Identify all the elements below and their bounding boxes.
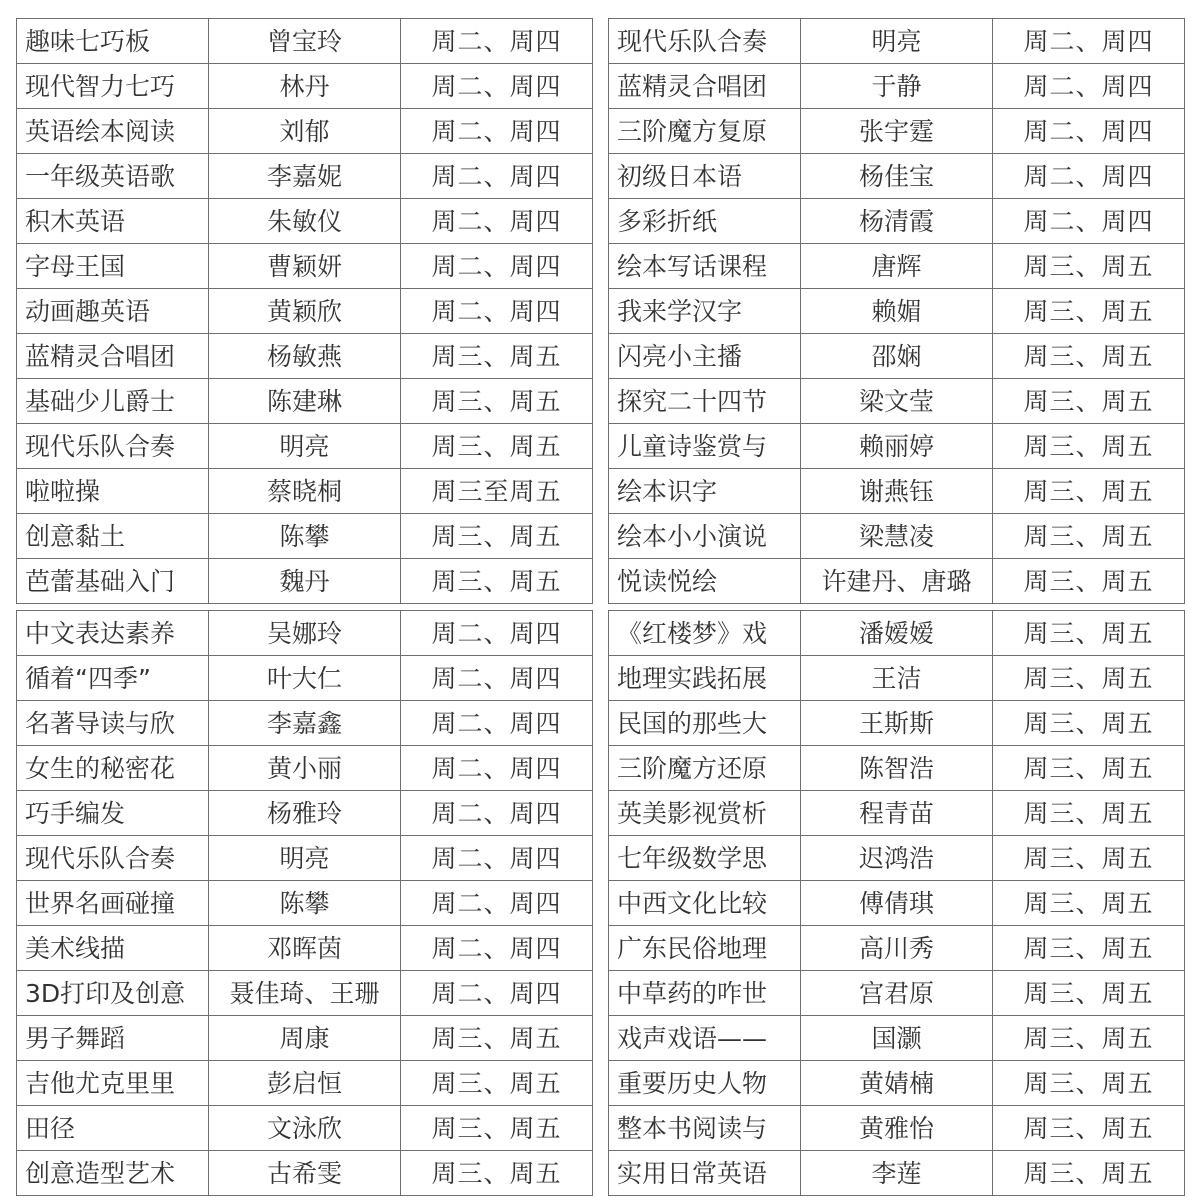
teacher-name-cell: 魏丹 — [209, 559, 401, 604]
teacher-name-cell: 朱敏仪 — [209, 199, 401, 244]
table-row — [17, 881, 593, 926]
course-name-cell: 现代智力七巧 — [17, 64, 209, 109]
schedule-days-cell: 周三、周五 — [993, 1016, 1185, 1061]
course-name-cell: 名著导读与欣 — [17, 701, 209, 746]
course-table-body — [17, 611, 593, 1196]
schedule-days-cell: 周三、周五 — [993, 971, 1185, 1016]
course-name-cell: 悦读悦绘 — [609, 559, 801, 604]
teacher-name-cell: 梁文莹 — [801, 379, 993, 424]
table-row — [609, 836, 1185, 881]
schedule-days-cell: 周二、周四 — [401, 836, 593, 881]
table-row — [17, 334, 593, 379]
teacher-name-cell: 王斯斯 — [801, 701, 993, 746]
course-name-cell: 啦啦操 — [17, 469, 209, 514]
schedule-days-cell: 周二、周四 — [401, 289, 593, 334]
teacher-name-cell: 陈攀 — [209, 514, 401, 559]
schedule-days-cell: 周三、周五 — [993, 656, 1185, 701]
teacher-name-cell: 聂佳琦、王珊 — [209, 971, 401, 1016]
course-name-cell: 整本书阅读与 — [609, 1106, 801, 1151]
teacher-name-cell: 潘嫒嫒 — [801, 611, 993, 656]
teacher-name-cell: 杨敏燕 — [209, 334, 401, 379]
course-name-cell: 创意黏土 — [17, 514, 209, 559]
course-name-cell: 美术线描 — [17, 926, 209, 971]
course-name-cell: 吉他尤克里里 — [17, 1061, 209, 1106]
schedule-days-cell: 周三、周五 — [401, 334, 593, 379]
teacher-name-cell: 李嘉鑫 — [209, 701, 401, 746]
schedule-days-cell: 周二、周四 — [401, 154, 593, 199]
course-name-cell: 蓝精灵合唱团 — [17, 334, 209, 379]
schedule-days-cell: 周三、周五 — [993, 1061, 1185, 1106]
table-row — [609, 926, 1185, 971]
table-row — [609, 244, 1185, 289]
teacher-name-cell: 国灏 — [801, 1016, 993, 1061]
table-row — [609, 611, 1185, 656]
schedule-days-cell: 周二、周四 — [401, 971, 593, 1016]
course-table-bottom-right — [608, 610, 1185, 1196]
schedule-days-cell: 周三、周五 — [993, 514, 1185, 559]
table-row — [609, 971, 1185, 1016]
course-name-cell: 基础少儿爵士 — [17, 379, 209, 424]
schedule-days-cell: 周三、周五 — [993, 559, 1185, 604]
table-row — [17, 1151, 593, 1196]
teacher-name-cell: 杨清霞 — [801, 199, 993, 244]
teacher-name-cell: 叶大仁 — [209, 656, 401, 701]
schedule-days-cell: 周二、周四 — [993, 154, 1185, 199]
course-table-body — [609, 19, 1185, 604]
table-row — [609, 791, 1185, 836]
table-row — [17, 746, 593, 791]
course-name-cell: 重要历史人物 — [609, 1061, 801, 1106]
schedule-days-cell: 周三、周五 — [993, 926, 1185, 971]
table-row — [609, 656, 1185, 701]
course-name-cell: 一年级英语歌 — [17, 154, 209, 199]
schedule-days-cell: 周三、周五 — [993, 701, 1185, 746]
table-row — [609, 334, 1185, 379]
course-name-cell: 趣味七巧板 — [17, 19, 209, 64]
schedule-days-cell: 周三、周五 — [993, 881, 1185, 926]
schedule-days-cell: 周二、周四 — [401, 611, 593, 656]
course-name-cell: 积木英语 — [17, 199, 209, 244]
schedule-days-cell: 周三、周五 — [993, 836, 1185, 881]
table-row — [609, 379, 1185, 424]
course-name-cell: 现代乐队合奏 — [609, 19, 801, 64]
schedule-days-cell: 周三、周五 — [401, 1106, 593, 1151]
table-row — [609, 1061, 1185, 1106]
course-name-cell: 儿童诗鉴赏与 — [609, 424, 801, 469]
schedule-days-cell: 周三、周五 — [993, 1106, 1185, 1151]
table-row — [17, 154, 593, 199]
course-name-cell: 中草药的咋世 — [609, 971, 801, 1016]
course-name-cell: 创意造型艺术 — [17, 1151, 209, 1196]
schedule-days-cell: 周三、周五 — [993, 379, 1185, 424]
course-name-cell: 地理实践拓展 — [609, 656, 801, 701]
course-name-cell: 蓝精灵合唱团 — [609, 64, 801, 109]
teacher-name-cell: 蔡晓桐 — [209, 469, 401, 514]
table-row — [17, 701, 593, 746]
course-name-cell: 巧手编发 — [17, 791, 209, 836]
table-row — [609, 424, 1185, 469]
course-name-cell: 字母王国 — [17, 244, 209, 289]
course-name-cell: 三阶魔方复原 — [609, 109, 801, 154]
schedule-days-cell: 周三、周五 — [401, 379, 593, 424]
table-row — [17, 1106, 593, 1151]
teacher-name-cell: 陈智浩 — [801, 746, 993, 791]
schedule-days-cell: 周三、周五 — [993, 289, 1185, 334]
teacher-name-cell: 黄婧楠 — [801, 1061, 993, 1106]
teacher-name-cell: 明亮 — [801, 19, 993, 64]
table-row — [17, 559, 593, 604]
table-row — [609, 514, 1185, 559]
table-row — [17, 379, 593, 424]
table-row — [17, 424, 593, 469]
schedule-days-cell: 周三至周五 — [401, 469, 593, 514]
schedule-days-cell: 周二、周四 — [993, 64, 1185, 109]
schedule-days-cell: 周三、周五 — [401, 1151, 593, 1196]
table-row — [17, 469, 593, 514]
teacher-name-cell: 谢燕钰 — [801, 469, 993, 514]
course-name-cell: 英美影视赏析 — [609, 791, 801, 836]
course-name-cell: 探究二十四节 — [609, 379, 801, 424]
table-row — [17, 836, 593, 881]
schedule-days-cell: 周二、周四 — [401, 199, 593, 244]
course-name-cell: 现代乐队合奏 — [17, 836, 209, 881]
table-row — [609, 881, 1185, 926]
teacher-name-cell: 宫君原 — [801, 971, 993, 1016]
teacher-name-cell: 傅倩琪 — [801, 881, 993, 926]
schedule-days-cell: 周二、周四 — [401, 926, 593, 971]
course-name-cell: 3D打印及创意 — [17, 971, 209, 1016]
table-row — [609, 746, 1185, 791]
course-name-cell: 动画趣英语 — [17, 289, 209, 334]
table-row — [609, 109, 1185, 154]
table-row — [609, 289, 1185, 334]
course-name-cell: 初级日本语 — [609, 154, 801, 199]
schedule-days-cell: 周二、周四 — [401, 244, 593, 289]
teacher-name-cell: 林丹 — [209, 64, 401, 109]
course-name-cell: 闪亮小主播 — [609, 334, 801, 379]
teacher-name-cell: 杨佳宝 — [801, 154, 993, 199]
teacher-name-cell: 黄小丽 — [209, 746, 401, 791]
teacher-name-cell: 黄雅怡 — [801, 1106, 993, 1151]
schedule-days-cell: 周三、周五 — [993, 1151, 1185, 1196]
teacher-name-cell: 李嘉妮 — [209, 154, 401, 199]
table-row — [17, 791, 593, 836]
schedule-days-cell: 周三、周五 — [993, 244, 1185, 289]
course-name-cell: 绘本小小演说 — [609, 514, 801, 559]
teacher-name-cell: 明亮 — [209, 424, 401, 469]
course-name-cell: 中文表达素养 — [17, 611, 209, 656]
teacher-name-cell: 明亮 — [209, 836, 401, 881]
table-row — [609, 199, 1185, 244]
table-row — [17, 289, 593, 334]
course-name-cell: 男子舞蹈 — [17, 1016, 209, 1061]
table-row — [609, 1151, 1185, 1196]
course-name-cell: 七年级数学思 — [609, 836, 801, 881]
table-row — [609, 1016, 1185, 1061]
teacher-name-cell: 邵娴 — [801, 334, 993, 379]
schedule-days-cell: 周二、周四 — [993, 19, 1185, 64]
schedule-days-cell: 周二、周四 — [401, 791, 593, 836]
teacher-name-cell: 杨雅玲 — [209, 791, 401, 836]
schedule-days-cell: 周二、周四 — [401, 109, 593, 154]
table-row — [17, 1016, 593, 1061]
schedule-days-cell: 周二、周四 — [401, 19, 593, 64]
course-name-cell: 三阶魔方还原 — [609, 746, 801, 791]
table-row — [609, 1106, 1185, 1151]
table-row — [17, 656, 593, 701]
course-table-body — [609, 611, 1185, 1196]
course-name-cell: 绘本识字 — [609, 469, 801, 514]
teacher-name-cell: 高川秀 — [801, 926, 993, 971]
schedule-days-cell: 周三、周五 — [993, 746, 1185, 791]
schedule-days-cell: 周三、周五 — [993, 611, 1185, 656]
table-row — [17, 199, 593, 244]
teacher-name-cell: 李莲 — [801, 1151, 993, 1196]
teacher-name-cell: 梁慧凌 — [801, 514, 993, 559]
course-name-cell: 现代乐队合奏 — [17, 424, 209, 469]
teacher-name-cell: 迟鸿浩 — [801, 836, 993, 881]
course-name-cell: 我来学汉字 — [609, 289, 801, 334]
table-row — [17, 64, 593, 109]
schedule-days-cell: 周二、周四 — [401, 64, 593, 109]
table-row — [17, 19, 593, 64]
course-name-cell: 戏声戏语—— — [609, 1016, 801, 1061]
schedule-days-cell: 周二、周四 — [401, 881, 593, 926]
teacher-name-cell: 赖丽婷 — [801, 424, 993, 469]
table-row — [17, 514, 593, 559]
teacher-name-cell: 黄颖欣 — [209, 289, 401, 334]
course-name-cell: 广东民俗地理 — [609, 926, 801, 971]
course-name-cell: 芭蕾基础入门 — [17, 559, 209, 604]
teacher-name-cell: 于静 — [801, 64, 993, 109]
schedule-days-cell: 周三、周五 — [401, 559, 593, 604]
course-name-cell: 绘本写话课程 — [609, 244, 801, 289]
course-name-cell: 世界名画碰撞 — [17, 881, 209, 926]
table-row — [17, 109, 593, 154]
teacher-name-cell: 许建丹、唐璐 — [801, 559, 993, 604]
course-name-cell: 《红楼梦》戏 — [609, 611, 801, 656]
course-table-bottom-left — [16, 610, 593, 1196]
schedule-days-cell: 周三、周五 — [401, 424, 593, 469]
course-name-cell: 实用日常英语 — [609, 1151, 801, 1196]
teacher-name-cell: 曹颖妍 — [209, 244, 401, 289]
table-row — [17, 971, 593, 1016]
teacher-name-cell: 邓晖茵 — [209, 926, 401, 971]
course-name-cell: 民国的那些大 — [609, 701, 801, 746]
teacher-name-cell: 赖媚 — [801, 289, 993, 334]
course-table-top-right — [608, 18, 1185, 604]
table-row — [609, 19, 1185, 64]
table-row — [17, 1061, 593, 1106]
course-name-cell: 多彩折纸 — [609, 199, 801, 244]
course-name-cell: 英语绘本阅读 — [17, 109, 209, 154]
course-name-cell: 女生的秘密花 — [17, 746, 209, 791]
schedule-days-cell: 周三、周五 — [401, 1061, 593, 1106]
teacher-name-cell: 周康 — [209, 1016, 401, 1061]
schedule-days-cell: 周三、周五 — [993, 791, 1185, 836]
schedule-days-cell: 周二、周四 — [993, 199, 1185, 244]
schedule-days-cell: 周二、周四 — [993, 109, 1185, 154]
schedule-days-cell: 周二、周四 — [401, 746, 593, 791]
teacher-name-cell: 吴娜玲 — [209, 611, 401, 656]
table-row — [609, 559, 1185, 604]
teacher-name-cell: 陈攀 — [209, 881, 401, 926]
schedule-days-cell: 周三、周五 — [993, 424, 1185, 469]
table-row — [17, 244, 593, 289]
course-name-cell: 循着“四季” — [17, 656, 209, 701]
teacher-name-cell: 王洁 — [801, 656, 993, 701]
schedule-days-cell: 周二、周四 — [401, 656, 593, 701]
schedule-days-cell: 周二、周四 — [401, 701, 593, 746]
teacher-name-cell: 曾宝玲 — [209, 19, 401, 64]
course-table-top-left — [16, 18, 593, 604]
schedule-days-cell: 周三、周五 — [401, 514, 593, 559]
table-row — [609, 701, 1185, 746]
teacher-name-cell: 张宇霆 — [801, 109, 993, 154]
teacher-name-cell: 程青苗 — [801, 791, 993, 836]
table-row — [609, 64, 1185, 109]
teacher-name-cell: 古希雯 — [209, 1151, 401, 1196]
teacher-name-cell: 彭启恒 — [209, 1061, 401, 1106]
schedule-days-cell: 周三、周五 — [993, 334, 1185, 379]
teacher-name-cell: 文泳欣 — [209, 1106, 401, 1151]
table-row — [17, 926, 593, 971]
teacher-name-cell: 刘郁 — [209, 109, 401, 154]
teacher-name-cell: 陈建琳 — [209, 379, 401, 424]
course-name-cell: 中西文化比较 — [609, 881, 801, 926]
course-table-body — [17, 19, 593, 604]
schedule-days-cell: 周三、周五 — [401, 1016, 593, 1061]
course-name-cell: 田径 — [17, 1106, 209, 1151]
table-row — [609, 154, 1185, 199]
schedule-days-cell: 周三、周五 — [993, 469, 1185, 514]
table-row — [609, 469, 1185, 514]
teacher-name-cell: 唐辉 — [801, 244, 993, 289]
table-row — [17, 611, 593, 656]
